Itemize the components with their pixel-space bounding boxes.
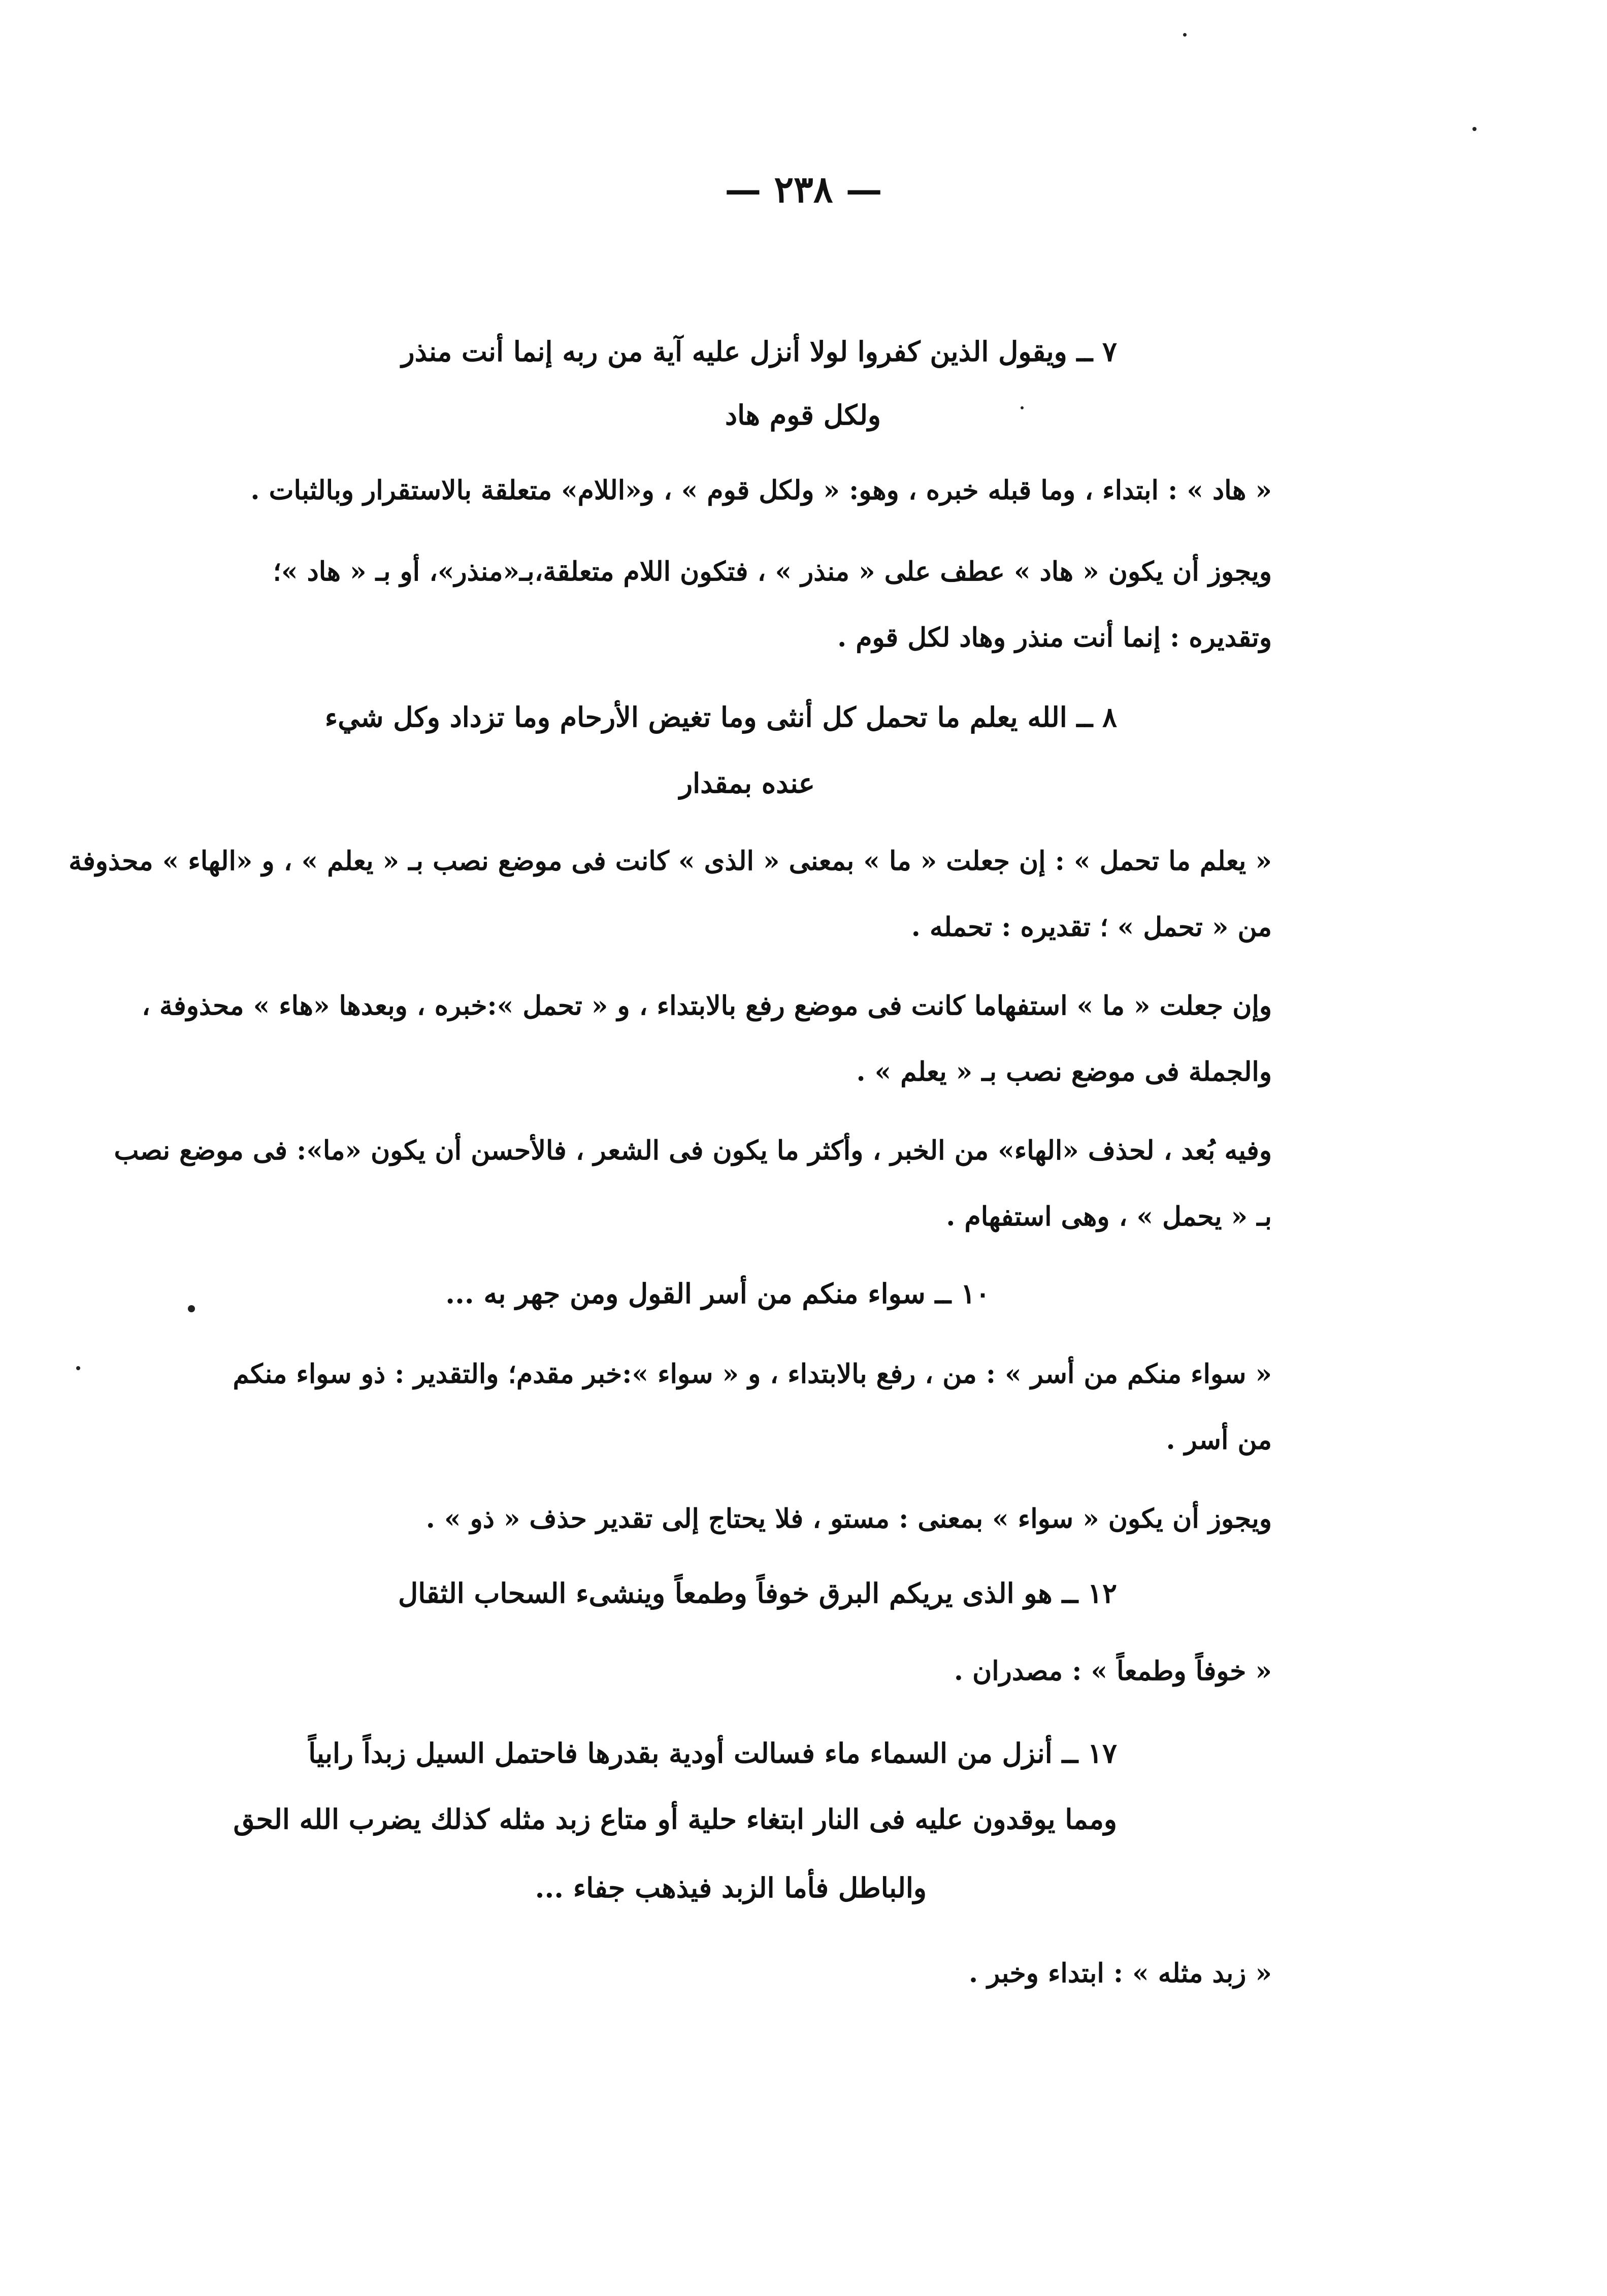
commentary-line: بـ « يحمل » ، وهى استفهام .: [946, 1201, 1272, 1232]
verse-8-line-2: عنده بمقدار: [679, 767, 815, 799]
commentary-line: من أسر .: [1166, 1425, 1272, 1456]
commentary-line: وفيه بُعد ، لحذف «الهاء» من الخبر ، وأكثر ما يكون فى الشعر ، فالأحسن أن يكون «ما»: فى موضع نصب: [114, 1135, 1272, 1166]
commentary-line: وتقديره : إنما أنت منذر وهاد لكل قوم .: [837, 622, 1272, 653]
verse-17-line-1: ١٧ ــ أنزل من السماء ماء فسالت أودية بقدرها فاحتمل السيل زبداً رابياً: [308, 1737, 1117, 1769]
verse-12-line-1: ١٢ ــ هو الذى يريكم البرق خوفاً وطمعاً وينشىء السحاب الثقال: [398, 1577, 1117, 1609]
commentary-line: وإن جعلت « ما » استفهاما كانت فى موضع رفع بالابتداء ، و « تحمل »:خبره ، وبعدها «هاء » محذوفة ،: [142, 990, 1272, 1021]
commentary-line: « زبد مثله » : ابتداء وخبر .: [969, 1958, 1272, 1989]
scan-speck: [1472, 127, 1477, 131]
commentary-line: « يعلم ما تحمل » : إن جعلت « ما » بمعنى « الذى » كانت فى موضع نصب بـ « يعلم » ، و «الهاء » محذوفة: [69, 846, 1272, 877]
verse-17-line-2: ومما يوقدون عليه فى النار ابتغاء حلية أو متاع زبد مثله كذلك يضرب الله الحق: [233, 1803, 1117, 1835]
commentary-line: ويجوز أن يكون « سواء » بمعنى : مستو ، فلا يحتاج إلى تقدير حذف « ذو » .: [425, 1503, 1272, 1534]
verse-7-line-1: ٧ ــ ويقول الذين كفروا لولا أنزل عليه آية من ربه إنما أنت منذر: [401, 335, 1117, 368]
scan-speck: [1021, 406, 1024, 409]
verse-7-line-2: ولكل قوم هاد: [725, 399, 881, 431]
scan-speck: [76, 1366, 80, 1370]
scan-speck: [188, 1305, 195, 1312]
commentary-line: « خوفاً وطمعاً » : مصدران .: [954, 1656, 1272, 1687]
verse-8-line-1: ٨ ــ الله يعلم ما تحمل كل أنثى وما تغيض الأرحام وما تزداد وكل شيء: [324, 701, 1117, 733]
commentary-line: « هاد » : ابتداء ، وما قبله خبره ، وهو: « ولكل قوم » ، و«اللام» متعلقة بالاستقرار وبالثبات .: [250, 475, 1272, 506]
commentary-line: من « تحمل » ؛ تقديره : تحمله .: [911, 912, 1272, 943]
commentary-line: « سواء منكم من أسر » : من ، رفع بالابتداء ، و « سواء »:خبر مقدم؛ والتقدير : ذو سواء منكم: [233, 1359, 1272, 1389]
scan-speck: [1183, 33, 1187, 37]
commentary-line: ويجوز أن يكون « هاد » عطف على « منذر » ، فتكون اللام متعلقة،بـ«منذر»، أو بـ « هاد »؛: [273, 556, 1272, 587]
commentary-line: والجملة فى موضع نصب بـ « يعلم » .: [856, 1056, 1272, 1087]
page-number: — ٢٣٨ —: [725, 168, 882, 211]
verse-17-line-3: والباطل فأما الزبد فيذهب جفاء ...: [535, 1871, 927, 1904]
verse-10-line-1: ١٠ ــ سواء منكم من أسر القول ومن جهر به ...: [445, 1277, 990, 1310]
